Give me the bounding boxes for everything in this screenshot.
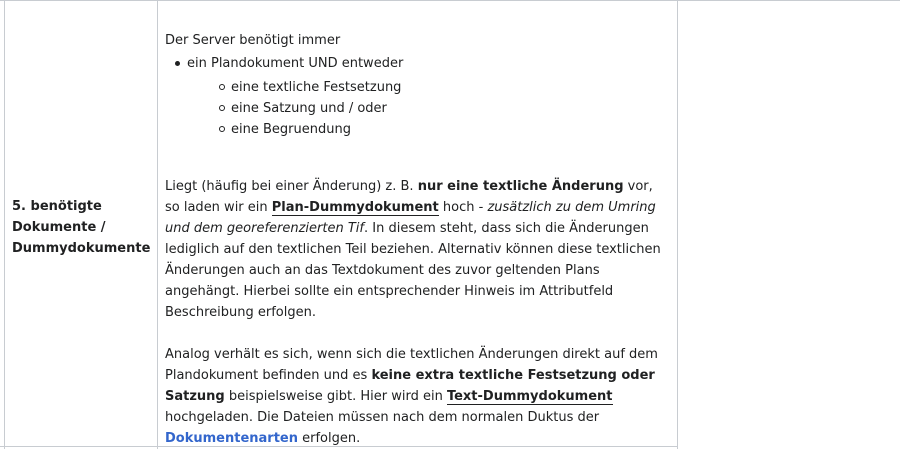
italic-text: zusätzlich zu dem Umring und dem georeferenzierten Tif	[165, 200, 656, 236]
bold-text: nur eine textliche Änderung	[417, 179, 624, 194]
row-label-line1: 5. benötigte	[12, 199, 102, 214]
sub-list	[187, 77, 670, 140]
sub-list-item: eine textliche Festsetzung	[187, 77, 670, 98]
text: Analog verhält es sich, wenn sich die textlichen Änderungen direkt auf dem Plandokument befinden und es	[165, 347, 658, 383]
table-col-divider-2	[677, 0, 678, 449]
row-label-line2: Dokumente /	[12, 220, 106, 235]
text: . In diesem steht, dass sich die Änderungen lediglich auf den textlichen Teil beziehen. Alternativ können diese textlichen Änderungen auch an das Textdokument des zuvor geltenden Plans angehängt. Hierbei sollte ein entsprechender Hinweis im Attributfeld Beschreibung erfolgen.	[165, 221, 661, 320]
intro-text: Der Server benötigt immer	[165, 33, 341, 48]
text: Liegt (häufig bei einer Änderung) z. B.	[165, 179, 418, 194]
paragraph-text-dummy	[165, 344, 670, 449]
bold-text: keine extra textliche Festsetzung oder Satzung	[165, 368, 655, 404]
table-col-divider-1	[157, 0, 158, 449]
table-left-border	[4, 0, 5, 449]
text: hoch -	[438, 200, 488, 215]
row-label	[12, 196, 152, 259]
paragraph-plan-dummy	[165, 176, 670, 323]
text-dummy-link[interactable]: Text-Dummydokument	[446, 389, 613, 404]
sub-list-item: eine Begruendung	[187, 119, 670, 140]
text: hochgeladen. Die Dateien müssen nach dem normalen Duktus der	[165, 410, 600, 425]
text: beispielsweise gibt. Hier wird ein	[224, 389, 447, 404]
content-cell	[165, 30, 670, 449]
plan-dummy-link[interactable]: Plan-Dummydokument	[271, 200, 439, 215]
document-types-link[interactable]: Dokumentenarten	[165, 431, 298, 446]
requirements-list	[165, 53, 670, 140]
row-label-line3: Dummydokumente	[12, 241, 151, 256]
list-item-text: ein Plandokument UND entweder	[187, 56, 404, 71]
list-item	[165, 53, 670, 140]
sub-list-item: eine Satzung und / oder	[187, 98, 670, 119]
text: erfolgen.	[298, 431, 361, 446]
text: vor, so laden wir ein	[165, 179, 653, 215]
table-top-border	[0, 0, 900, 1]
